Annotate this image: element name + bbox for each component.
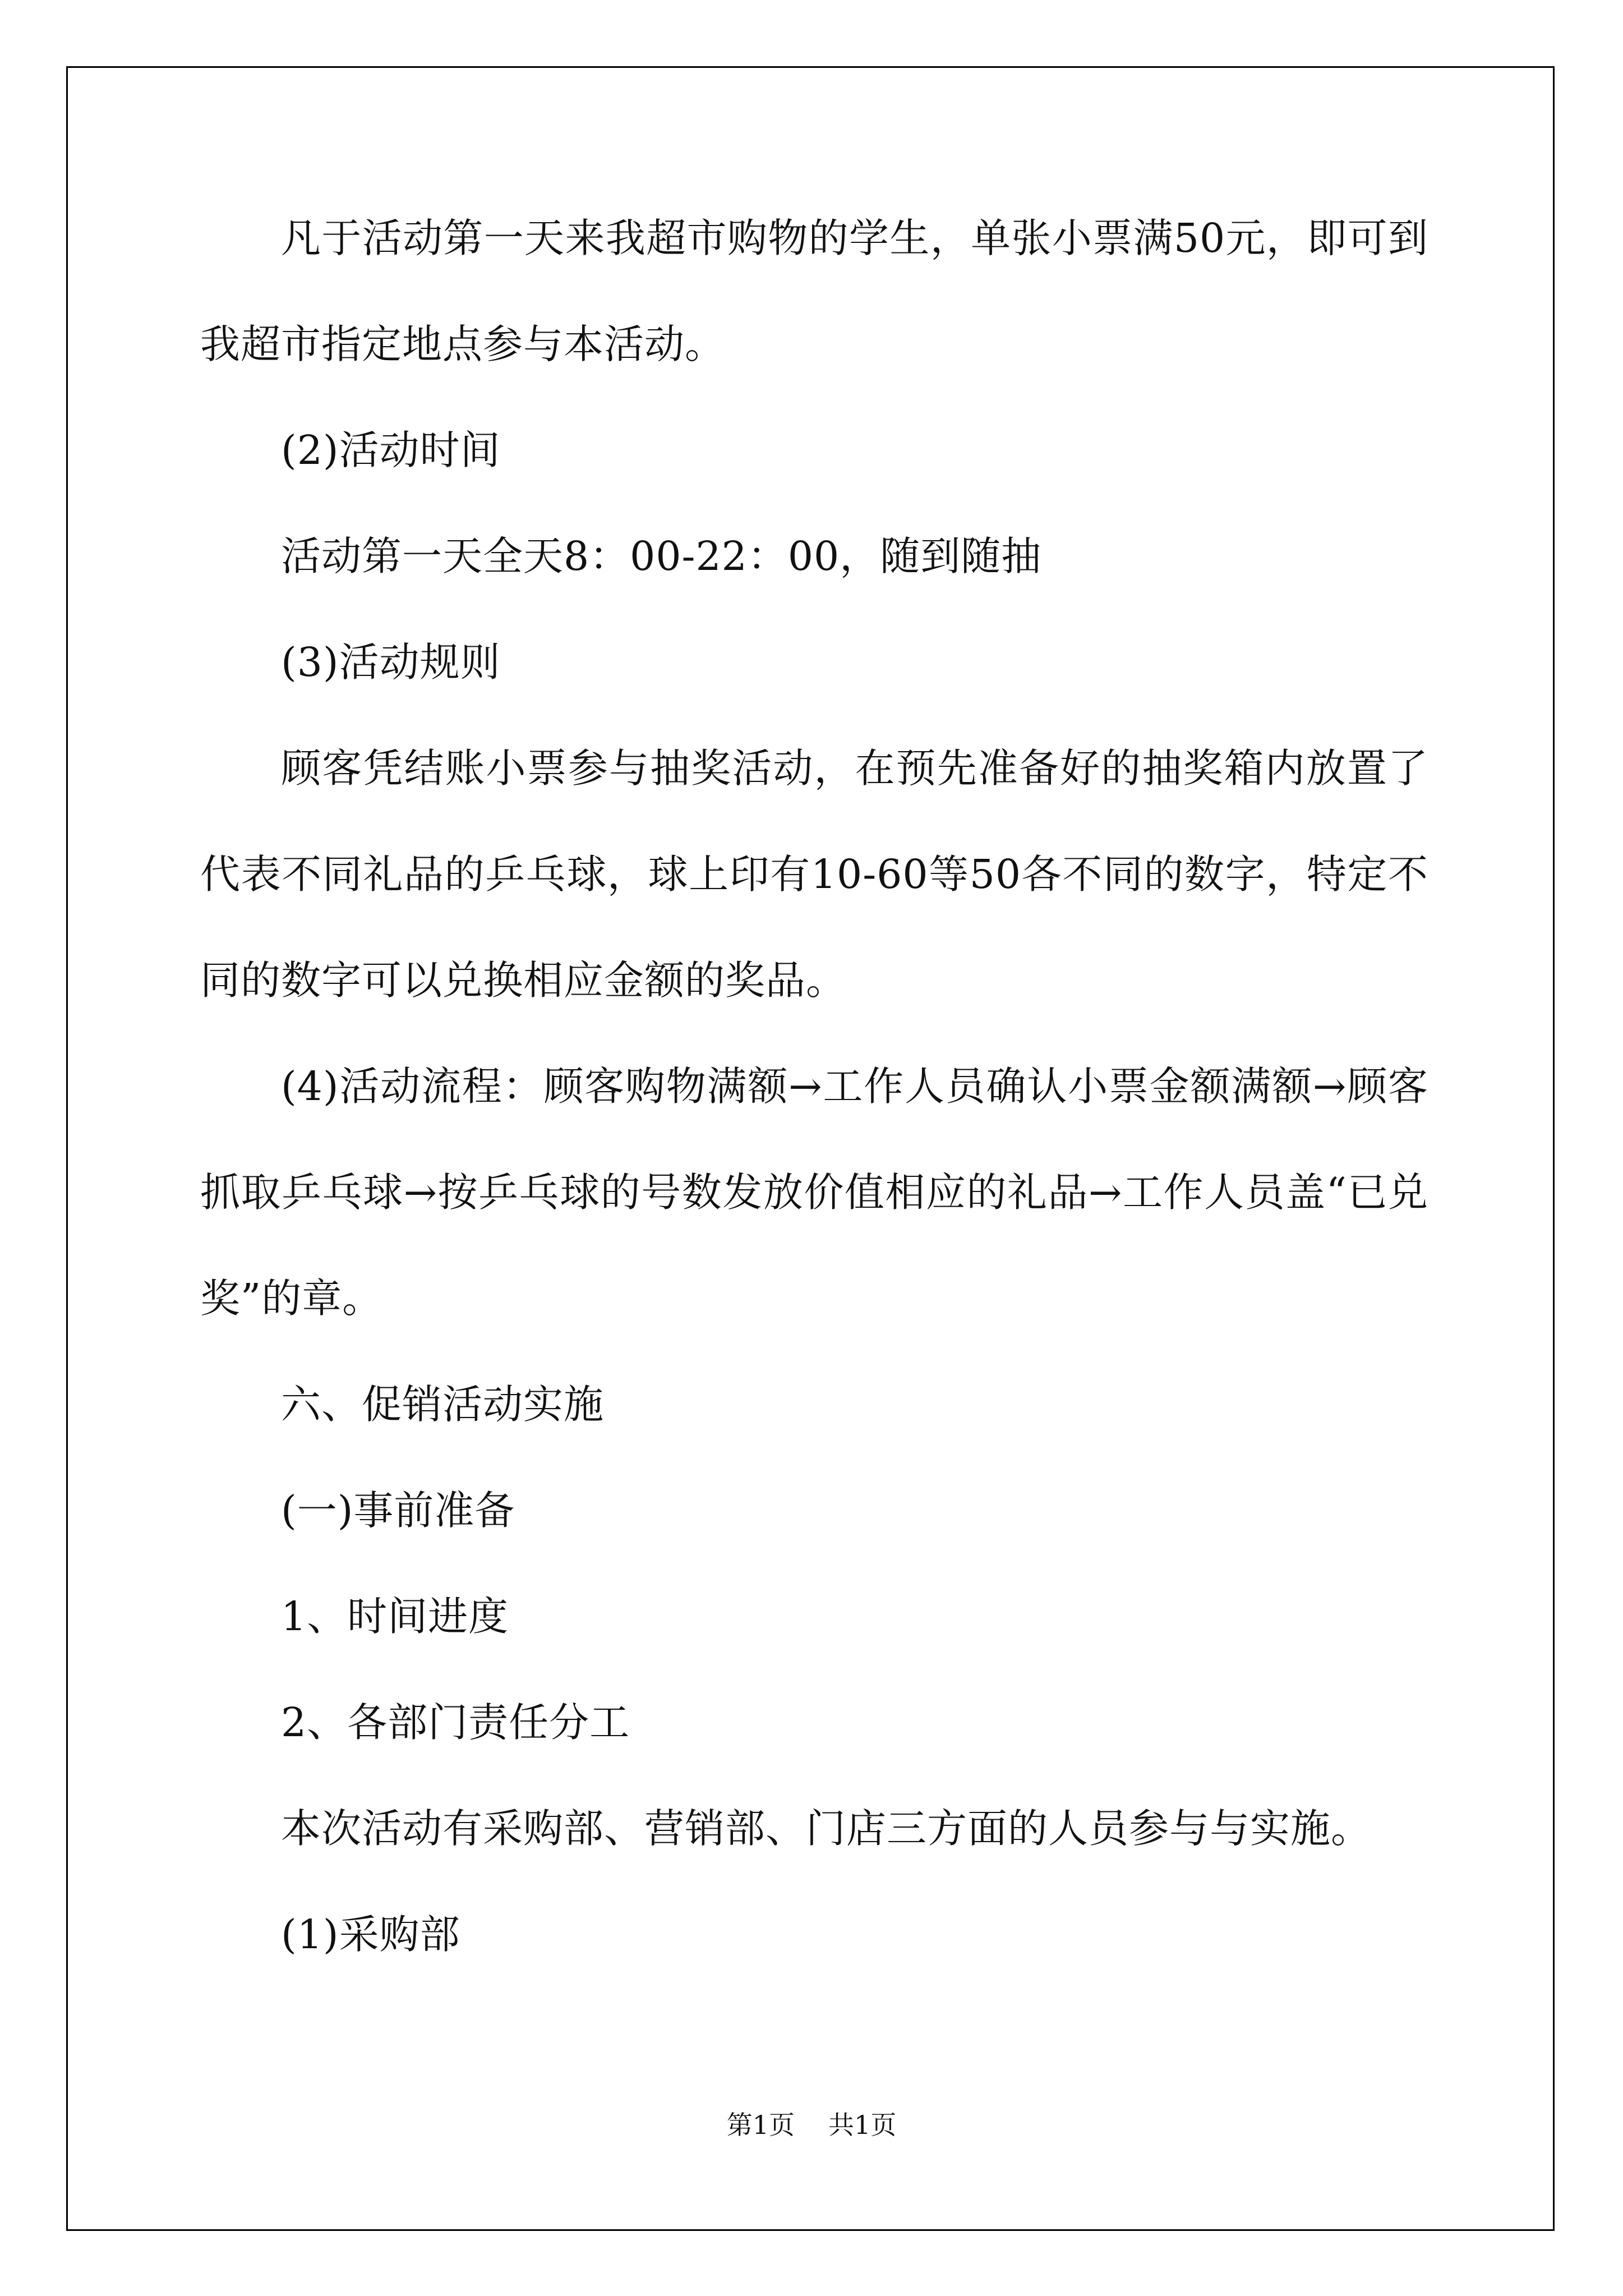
section-heading: 六、促销活动实施 — [281, 1381, 605, 1428]
page-number-total: 共1页 — [828, 2110, 897, 2140]
paragraph: 凡于活动第一天来我超市购物的学生，单张小票满50元，即可到我超市指定地点参与本活动。 — [200, 215, 1428, 367]
page-number-current: 第1页 — [726, 2110, 795, 2140]
paragraph: (一)事前准备 — [281, 1487, 515, 1534]
paragraph: (1)采购部 — [281, 1911, 460, 1958]
paragraph: 活动第一天全天8：00-22：00，随到随抽 — [281, 533, 1042, 579]
paragraph: (2)活动时间 — [281, 427, 501, 473]
paragraph: 2、各部门责任分工 — [281, 1699, 630, 1746]
page-footer — [0, 2105, 1623, 2142]
document-body — [200, 185, 1428, 1987]
paragraph: (3)活动规则 — [281, 639, 501, 685]
paragraph: 1、时间进度 — [281, 1593, 509, 1640]
paragraph: (4)活动流程：顾客购物满额→工作人员确认小票金额满额→顾客抓取乒乓球→按乒乓球的号数发放价值相应的礼品→工作人员盖“已兑奖”的章。 — [200, 1063, 1428, 1322]
paragraph: 本次活动有采购部、营销部、门店三方面的人员参与与实施。 — [281, 1805, 1372, 1852]
paragraph: 顾客凭结账小票参与抽奖活动，在预先准备好的抽奖箱内放置了代表不同礼品的乒乓球，球上印有10-60等50各不同的数字，特定不同的数字可以兑换相应金额的奖品。 — [200, 745, 1428, 1004]
